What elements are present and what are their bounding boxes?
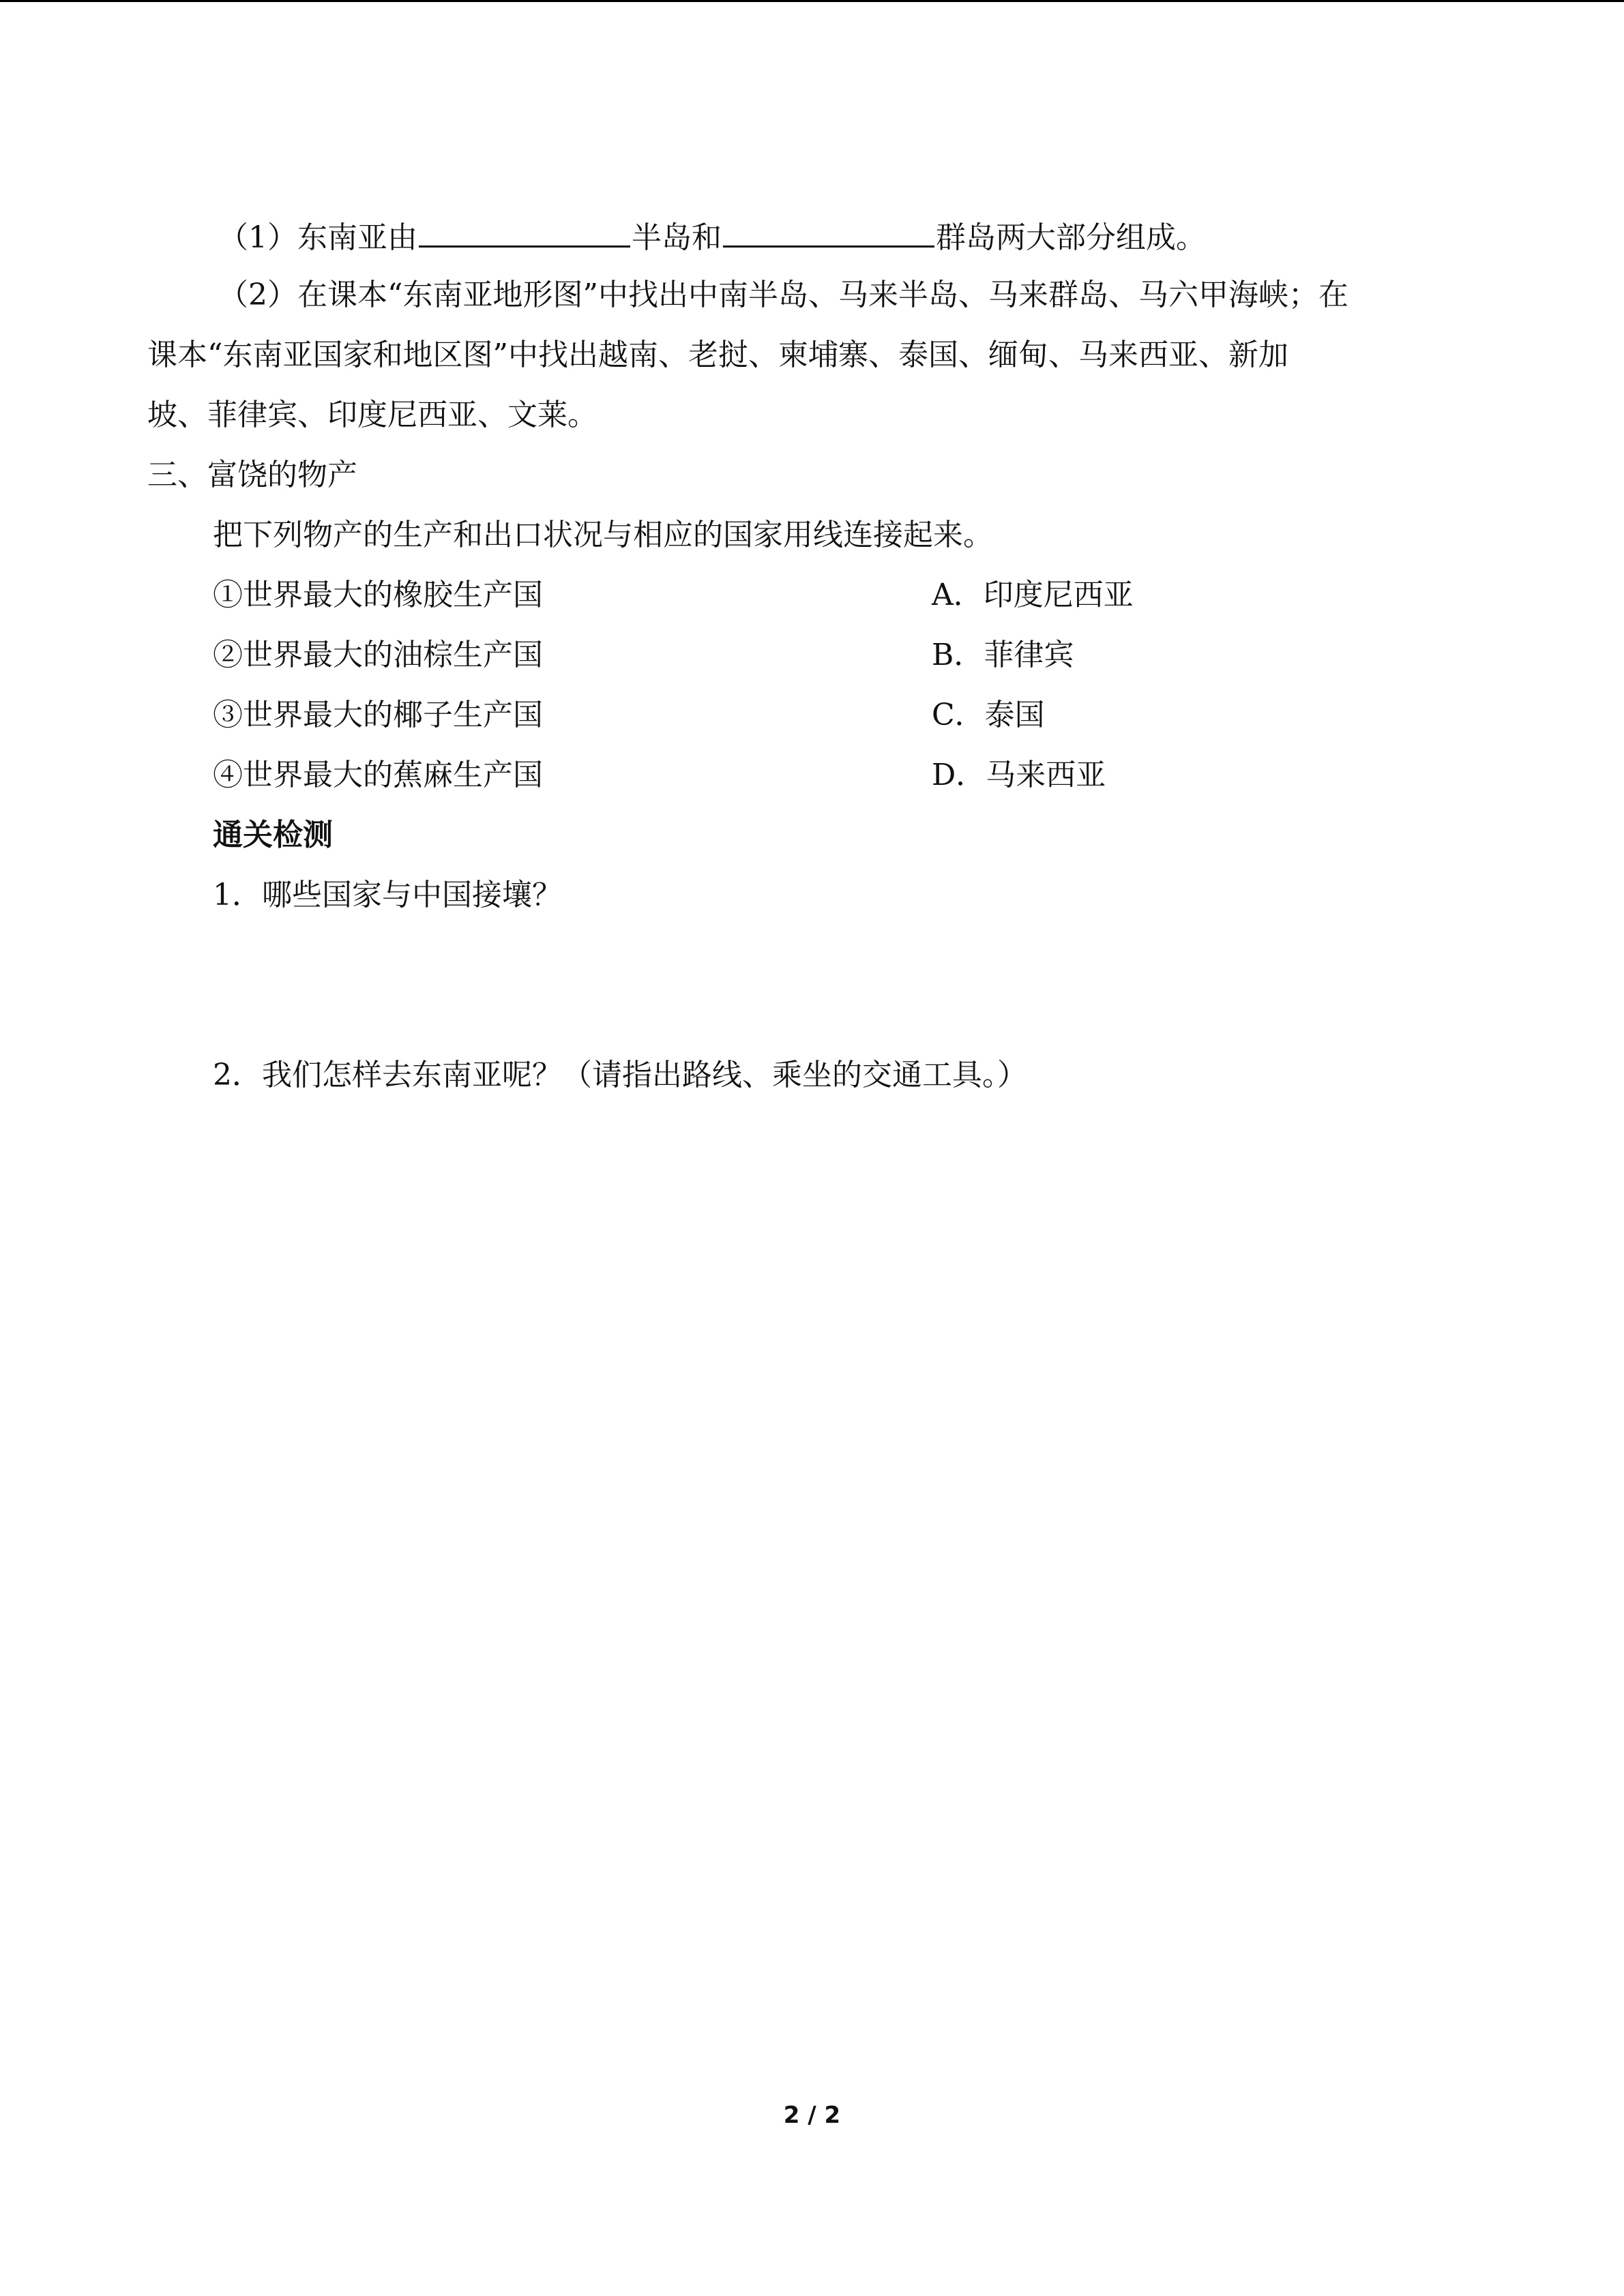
question-2-line-2: 课本“东南亚国家和地区图”中找出越南、老挝、柬埔寨、泰国、缅甸、马来西亚、新加 — [147, 338, 1288, 372]
section-3-heading: 三、富饶的物产 — [147, 458, 357, 492]
matching-left-item-1: ①世界最大的橡胶生产国 — [213, 578, 543, 612]
question-1-middle: 半岛和 — [632, 220, 722, 255]
matching-left-item-4: ④世界最大的蕉麻生产国 — [213, 758, 543, 792]
matching-right-item-c: C．泰国 — [932, 698, 1045, 732]
page-top-border — [0, 0, 1624, 2]
matching-right-item-b: B．菲律宾 — [932, 638, 1074, 672]
question-1-line — [218, 214, 1206, 255]
question-2-line-1: （2）在课本“东南亚地形图”中找出中南半岛、马来半岛、马来群岛、马六甲海峡；在 — [218, 278, 1348, 312]
matching-right-item-d: D．马来西亚 — [932, 758, 1106, 792]
matching-left-item-3: ③世界最大的椰子生产国 — [213, 698, 543, 732]
matching-instruction: 把下列物产的生产和出口状况与相应的国家用线连接起来。 — [213, 518, 993, 552]
matching-left-item-2: ②世界最大的油棕生产国 — [213, 638, 543, 672]
page-number: 2 / 2 — [783, 2102, 841, 2129]
question-2-line-3: 坡、菲律宾、印度尼西亚、文莱。 — [147, 398, 597, 432]
answer-blank-peninsula[interactable] — [419, 214, 630, 248]
question-1-prefix: （1）东南亚由 — [218, 220, 417, 255]
question-1-suffix: 群岛两大部分组成。 — [936, 220, 1206, 255]
matching-right-item-a: A．印度尼西亚 — [932, 578, 1134, 612]
check-question-1: 1．哪些国家与中国接壤？ — [213, 878, 562, 912]
answer-blank-islands[interactable] — [723, 214, 934, 248]
check-question-2: 2．我们怎样去东南亚呢？（请指出路线、乘坐的交通工具。） — [213, 1058, 1027, 1092]
check-heading: 通关检测 — [213, 818, 333, 852]
